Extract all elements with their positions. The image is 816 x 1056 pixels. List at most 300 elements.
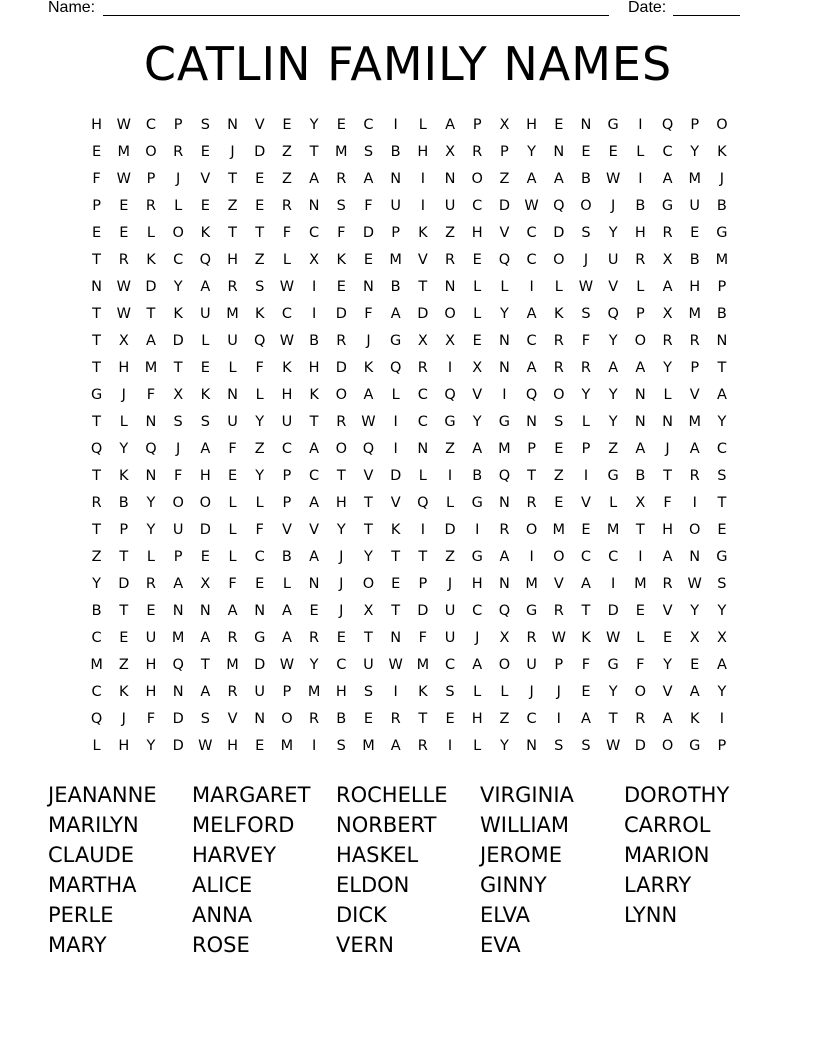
word-list-item: LYNN	[624, 903, 678, 927]
grid-letter: X	[716, 629, 727, 646]
grid-letter: A	[499, 548, 510, 565]
grid-letter: Y	[608, 683, 618, 700]
grid-letter: P	[581, 440, 591, 457]
grid-letter: Z	[499, 710, 510, 727]
grid-letter: O	[444, 305, 456, 322]
grid-letter: B	[390, 278, 401, 295]
grid-letter: L	[228, 548, 237, 565]
grid-letter: G	[471, 548, 483, 565]
grid-letter: E	[119, 224, 129, 241]
grid-letter: C	[281, 440, 292, 457]
grid-letter: Y	[472, 413, 482, 430]
grid-letter: H	[227, 737, 238, 754]
grid-letter: R	[635, 710, 646, 727]
grid-letter: C	[145, 116, 157, 133]
word-list-row	[48, 810, 788, 840]
word-list-item: VIRGINIA	[480, 783, 574, 807]
grid-letter: Y	[336, 521, 346, 538]
grid-letter: M	[688, 305, 701, 322]
grid-letter: L	[445, 494, 455, 511]
grid-letter: A	[635, 440, 646, 457]
grid-letter: B	[281, 548, 292, 565]
grid-letter: O	[634, 683, 647, 700]
grid-letter: Y	[527, 143, 537, 160]
grid-letter: A	[200, 629, 211, 646]
grid-letter: F	[282, 224, 292, 241]
grid-letter: M	[280, 737, 294, 754]
name-label: Name:	[48, 0, 96, 16]
grid-letter: B	[390, 143, 401, 160]
grid-letter: L	[473, 683, 482, 700]
grid-letter: H	[471, 575, 483, 592]
grid-row	[83, 462, 736, 489]
grid-letter: R	[580, 359, 591, 376]
grid-letter: T	[92, 251, 102, 268]
grid-letter: N	[498, 575, 510, 592]
grid-letter: W	[279, 278, 295, 295]
grid-letter: H	[281, 386, 293, 403]
grid-letter: T	[717, 494, 727, 511]
word-list-item: DICK	[336, 903, 387, 927]
grid-letter: A	[200, 683, 211, 700]
grid-letter: S	[200, 116, 210, 133]
grid-letter: T	[228, 224, 237, 241]
grid-letter: K	[418, 224, 428, 241]
grid-letter: L	[228, 359, 237, 376]
grid-letter: F	[636, 656, 645, 673]
grid-letter: Y	[255, 467, 265, 484]
grid-letter: B	[309, 332, 320, 349]
grid-letter: N	[145, 413, 157, 430]
grid-letter: E	[200, 548, 210, 565]
grid-letter: Q	[498, 251, 511, 268]
grid-letter: J	[339, 548, 344, 565]
grid-letter: B	[118, 494, 129, 511]
grid-letter: B	[716, 197, 727, 214]
grid-letter: C	[91, 683, 102, 700]
word-list-item: CARROL	[624, 813, 711, 837]
grid-letter: I	[556, 710, 561, 727]
grid-letter: H	[308, 359, 320, 376]
grid-letter: I	[692, 494, 697, 511]
grid-row	[83, 570, 736, 597]
word-list-item: CLAUDE	[48, 843, 135, 867]
grid-letter: M	[416, 656, 430, 673]
grid-letter: V	[390, 494, 401, 511]
grid-letter: S	[717, 467, 727, 484]
grid-letter: J	[339, 602, 344, 619]
grid-letter: P	[717, 737, 727, 754]
grid-letter: K	[309, 386, 319, 403]
grid-letter: R	[635, 251, 646, 268]
grid-letter: L	[255, 386, 264, 403]
grid-letter: V	[553, 575, 564, 592]
grid-letter: X	[472, 359, 483, 376]
grid-letter: J	[366, 332, 371, 349]
word-list-item: MARION	[624, 843, 710, 867]
word-list-item: EVA	[480, 933, 521, 957]
grid-letter: A	[662, 170, 673, 187]
grid-letter: N	[308, 575, 320, 592]
grid-letter: X	[662, 305, 673, 322]
grid-letter: R	[553, 359, 564, 376]
grid-letter: V	[662, 602, 673, 619]
grid-letter: Q	[444, 386, 456, 403]
grid-letter: C	[336, 656, 347, 673]
grid-letter: L	[228, 521, 237, 538]
grid-letter: Y	[146, 521, 156, 538]
grid-letter: Z	[553, 467, 564, 484]
grid-letter: L	[473, 278, 482, 295]
grid-letter: F	[364, 305, 373, 322]
grid-letter: C	[608, 548, 619, 565]
grid-letter: U	[281, 413, 293, 430]
grid-letter: W	[687, 575, 702, 592]
grid-letter: D	[254, 143, 266, 160]
page-title: CATLIN FAMILY NAMES	[143, 37, 673, 91]
grid-letter: C	[526, 224, 537, 241]
grid-row	[83, 327, 736, 354]
grid-letter: T	[364, 521, 373, 538]
grid-letter: B	[716, 305, 727, 322]
grid-letter: R	[499, 521, 510, 538]
grid-letter: P	[500, 143, 509, 160]
grid-letter: E	[391, 575, 401, 592]
grid-letter: R	[227, 278, 238, 295]
grid-letter: N	[580, 116, 592, 133]
grid-letter: C	[363, 116, 374, 133]
grid-letter: A	[390, 305, 401, 322]
grid-letter: Z	[445, 548, 455, 565]
grid-letter: A	[662, 278, 673, 295]
grid-letter: L	[418, 116, 427, 133]
grid-letter: O	[553, 548, 565, 565]
grid-letter: D	[335, 359, 347, 376]
grid-letter: P	[119, 521, 129, 538]
grid-letter: K	[390, 521, 401, 538]
grid-letter: A	[227, 602, 238, 619]
grid-letter: T	[391, 548, 401, 565]
grid-letter: M	[688, 170, 701, 187]
grid-letter: Q	[417, 494, 429, 511]
grid-letter: X	[662, 251, 673, 268]
grid-letter: C	[472, 602, 483, 619]
grid-letter: E	[690, 224, 700, 241]
grid-letter: B	[580, 170, 591, 187]
grid-letter: Z	[499, 170, 510, 187]
grid-letter: R	[526, 629, 537, 646]
grid-letter: V	[608, 278, 619, 295]
grid-letter: A	[146, 332, 156, 349]
grid-letter: L	[146, 224, 156, 241]
grid-letter: G	[607, 116, 619, 133]
grid-letter: L	[119, 413, 128, 430]
grid-letter: K	[363, 359, 374, 376]
grid-letter: H	[417, 143, 429, 160]
grid-letter: G	[525, 602, 538, 619]
grid-letter: P	[554, 656, 564, 673]
grid-letter: A	[526, 359, 537, 376]
grid-letter: D	[553, 224, 565, 241]
grid-letter: C	[281, 305, 292, 322]
grid-letter: U	[227, 332, 238, 349]
grid-letter: A	[445, 116, 455, 133]
grid-letter: Y	[717, 602, 727, 619]
grid-letter: Q	[199, 251, 212, 268]
grid-letter: K	[254, 305, 265, 322]
grid-letter: O	[281, 710, 293, 727]
word-list-row	[48, 930, 788, 960]
date-blank-line[interactable]	[673, 15, 740, 16]
name-blank-line[interactable]	[103, 15, 609, 16]
word-list-item: PERLE	[48, 903, 114, 927]
grid-letter: H	[662, 521, 673, 538]
grid-letter: Q	[389, 359, 402, 376]
grid-letter: E	[363, 251, 374, 268]
grid-letter: F	[146, 710, 156, 727]
grid-letter: E	[662, 629, 673, 646]
grid-letter: R	[309, 629, 320, 646]
grid-letter: T	[119, 548, 129, 565]
grid-letter: O	[498, 656, 511, 673]
grid-letter: P	[690, 359, 700, 376]
grid-letter: I	[719, 710, 725, 727]
grid-letter: A	[581, 575, 591, 592]
grid-letter: Z	[254, 251, 265, 268]
grid-letter: A	[363, 170, 374, 187]
grid-letter: S	[581, 737, 591, 754]
grid-letter: I	[420, 521, 425, 538]
grid-row	[83, 138, 736, 165]
grid-letter: E	[554, 494, 564, 511]
grid-letter: E	[92, 143, 102, 160]
grid-letter: Q	[553, 197, 565, 214]
grid-letter: P	[418, 575, 428, 592]
grid-letter: N	[526, 737, 538, 754]
grid-letter: J	[583, 251, 589, 268]
grid-letter: L	[174, 197, 183, 214]
grid-letter: E	[200, 143, 210, 160]
grid-letter: C	[309, 224, 320, 241]
grid-letter: B	[336, 710, 347, 727]
grid-letter: M	[307, 683, 321, 700]
grid-letter: L	[500, 683, 509, 700]
grid-letter: D	[417, 602, 429, 619]
grid-letter: F	[92, 170, 101, 187]
grid-letter: C	[309, 467, 320, 484]
grid-letter: W	[198, 737, 213, 754]
grid-letter: R	[145, 197, 156, 214]
word-list-item: ROSE	[192, 933, 250, 957]
grid-letter: K	[119, 683, 129, 700]
grid-letter: J	[529, 683, 534, 700]
date-label: Date:	[628, 0, 667, 16]
grid-letter: L	[554, 278, 563, 295]
grid-letter: T	[608, 710, 618, 727]
grid-letter: F	[364, 197, 373, 214]
grid-letter: U	[444, 197, 456, 214]
grid-letter: W	[361, 413, 376, 430]
grid-letter: R	[417, 737, 428, 754]
grid-letter: V	[227, 710, 238, 727]
grid-letter: C	[526, 710, 537, 727]
grid-letter: A	[662, 710, 673, 727]
grid-letter: R	[689, 332, 700, 349]
grid-letter: R	[281, 197, 292, 214]
grid-letter: J	[121, 710, 126, 727]
grid-letter: V	[499, 224, 510, 241]
grid-letter: J	[447, 575, 453, 592]
grid-letter: N	[172, 683, 184, 700]
grid-letter: D	[362, 224, 375, 241]
grid-letter: K	[173, 305, 183, 322]
grid-letter: I	[420, 197, 425, 214]
grid-letter: L	[391, 386, 400, 403]
grid-letter: N	[390, 629, 402, 646]
word-list-item: DOROTHY	[624, 783, 730, 807]
grid-letter: M	[525, 575, 538, 592]
grid-letter: A	[281, 602, 292, 619]
grid-letter: Y	[119, 440, 129, 457]
grid-letter: H	[118, 359, 130, 376]
grid-letter: I	[393, 413, 398, 430]
grid-letter: N	[444, 278, 456, 295]
grid-letter: S	[581, 305, 591, 322]
grid-letter: L	[473, 737, 482, 754]
grid-letter: D	[335, 305, 347, 322]
grid-row	[83, 489, 736, 516]
grid-letter: T	[635, 521, 645, 538]
grid-letter: N	[91, 278, 103, 295]
grid-letter: K	[146, 251, 156, 268]
grid-letter: R	[336, 332, 347, 349]
grid-letter: W	[116, 305, 131, 322]
grid-letter: I	[475, 521, 480, 538]
grid-letter: P	[173, 116, 183, 133]
grid-letter: F	[255, 521, 264, 538]
grid-letter: J	[611, 197, 616, 214]
grid-letter: O	[471, 170, 483, 187]
grid-letter: E	[472, 251, 482, 268]
grid-letter: L	[473, 305, 482, 322]
grid-letter: P	[92, 197, 101, 214]
grid-letter: L	[581, 413, 591, 430]
grid-letter: A	[608, 359, 619, 376]
grid-letter: E	[336, 278, 346, 295]
grid-row	[83, 300, 736, 327]
grid-letter: E	[92, 224, 102, 241]
word-list-item: MELFORD	[192, 813, 295, 837]
grid-letter: R	[118, 251, 129, 268]
grid-letter: I	[311, 305, 317, 322]
grid-letter: S	[554, 737, 564, 754]
grid-letter: S	[717, 575, 727, 592]
grid-row	[83, 678, 736, 705]
grid-letter: R	[662, 332, 673, 349]
grid-letter: Z	[254, 440, 265, 457]
grid-letter: Z	[281, 143, 292, 160]
grid-letter: U	[444, 602, 456, 619]
grid-letter: A	[200, 278, 211, 295]
grid-letter: Z	[608, 440, 619, 457]
word-list-item: ELVA	[480, 903, 531, 927]
grid-letter: V	[662, 683, 673, 700]
word-list-item: ALICE	[192, 873, 253, 897]
grid-letter: F	[255, 359, 264, 376]
grid-letter: O	[335, 386, 347, 403]
grid-letter: T	[527, 467, 537, 484]
grid-letter: B	[91, 602, 102, 619]
grid-letter: V	[581, 494, 591, 511]
grid-letter: W	[279, 656, 295, 673]
grid-letter: Q	[90, 710, 103, 727]
grid-letter: T	[92, 359, 102, 376]
grid-letter: P	[690, 116, 700, 133]
grid-letter: H	[118, 737, 130, 754]
grid-letter: N	[634, 386, 646, 403]
grid-letter: W	[524, 197, 539, 214]
grid-row	[83, 597, 736, 624]
grid-letter: X	[635, 494, 646, 511]
grid-letter: F	[418, 629, 428, 646]
grid-letter: T	[92, 332, 102, 349]
grid-letter: D	[172, 710, 184, 727]
grid-letter: D	[634, 737, 646, 754]
grid-letter: O	[525, 521, 538, 538]
grid-letter: F	[173, 467, 183, 484]
grid-letter: F	[146, 386, 156, 403]
grid-letter: H	[227, 251, 238, 268]
grid-letter: V	[281, 521, 292, 538]
grid-letter: O	[172, 494, 184, 511]
grid-letter: T	[418, 548, 428, 565]
grid-letter: W	[279, 332, 295, 349]
grid-letter: I	[393, 116, 398, 133]
grid-letter: Z	[118, 656, 129, 673]
grid-letter: F	[228, 575, 237, 592]
word-list-item: JEANANNE	[48, 783, 157, 807]
grid-row	[83, 732, 736, 759]
grid-letter: U	[145, 629, 157, 646]
grid-letter: H	[145, 683, 157, 700]
grid-letter: G	[607, 656, 619, 673]
grid-letter: O	[716, 116, 728, 133]
grid-letter: E	[200, 197, 210, 214]
word-list	[48, 780, 788, 960]
grid-row	[83, 192, 736, 219]
grid-row	[83, 165, 736, 192]
grid-letter: E	[282, 116, 292, 133]
grid-letter: T	[418, 278, 428, 295]
grid-letter: I	[393, 440, 398, 457]
grid-letter: A	[309, 548, 320, 565]
grid-letter: R	[689, 467, 700, 484]
grid-letter: W	[116, 116, 131, 133]
grid-letter: H	[689, 278, 701, 295]
grid-letter: R	[390, 710, 401, 727]
word-list-item: MARGARET	[192, 783, 311, 807]
grid-letter: P	[146, 170, 156, 187]
grid-letter: W	[605, 629, 621, 646]
grid-letter: O	[553, 251, 565, 268]
grid-letter: Y	[690, 143, 700, 160]
grid-letter: L	[636, 278, 645, 295]
grid-letter: R	[336, 413, 347, 430]
word-list-item: JEROME	[480, 843, 562, 867]
grid-letter: F	[581, 656, 591, 673]
word-list-item: MARTHA	[48, 873, 137, 897]
grid-letter: X	[309, 251, 320, 268]
